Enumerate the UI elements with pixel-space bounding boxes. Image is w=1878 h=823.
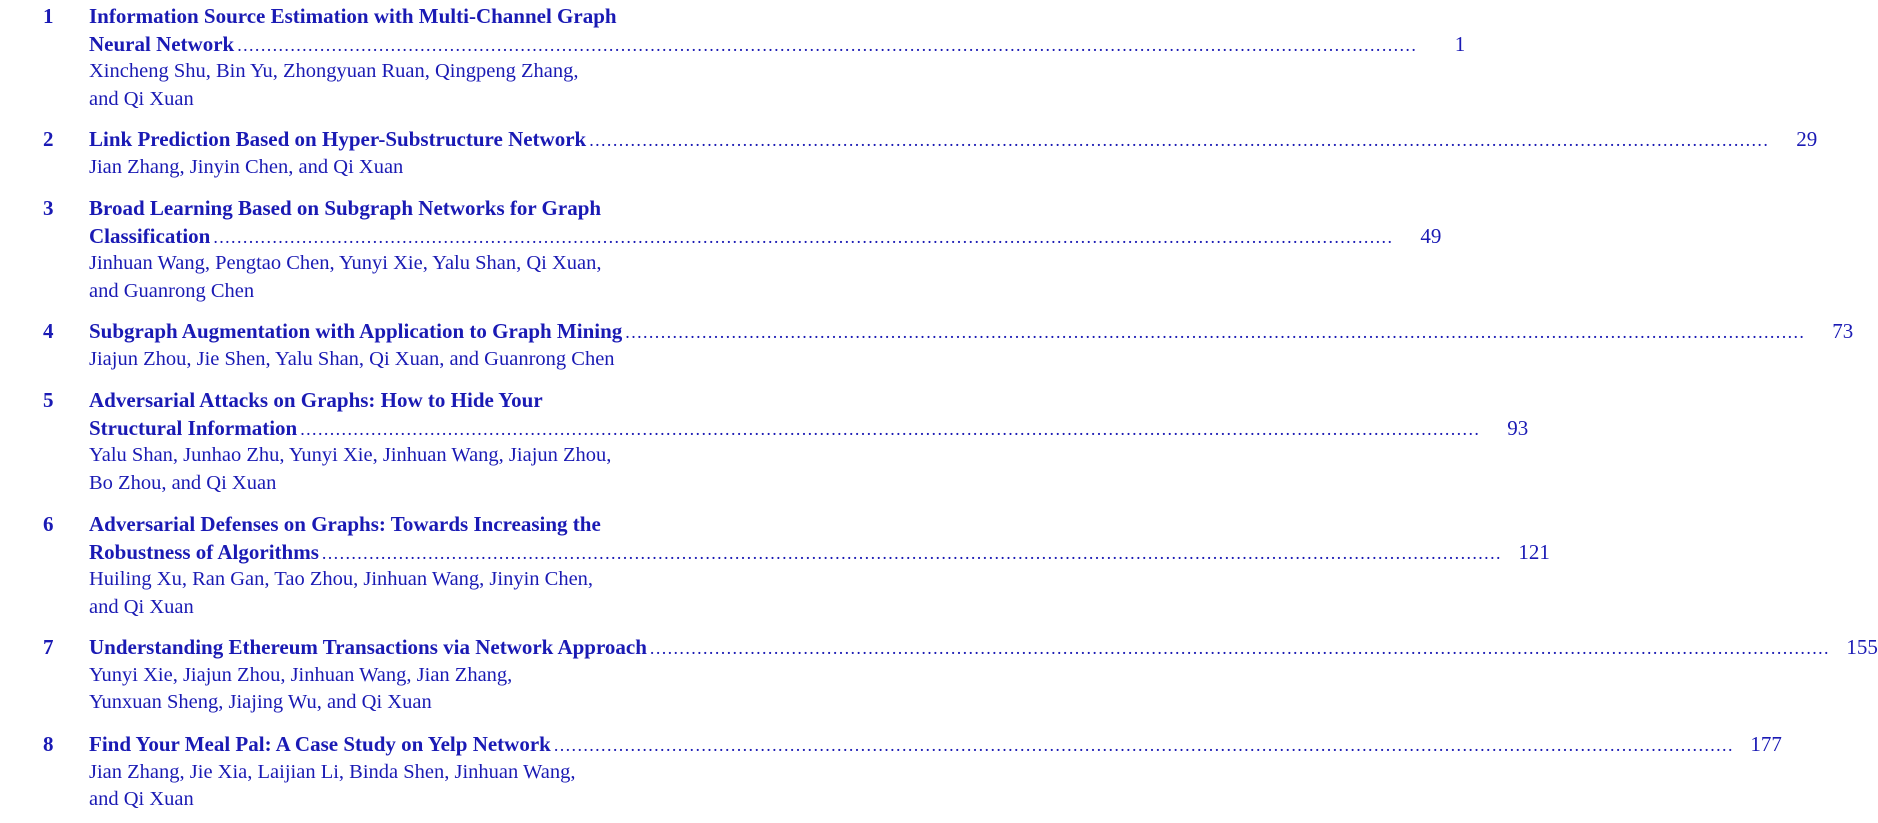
dot-leader: ........................................................................................................................................................................................................ (649, 638, 1830, 658)
author-line: Jinhuan Wang, Pengtao Chen, Yunyi Xie, Yalu Shan, Qi Xuan, (89, 252, 602, 274)
dot-leader: ........................................................................................................................................................................................................ (589, 130, 1770, 150)
chapter-title-line[interactable]: Link Prediction Based on Hyper-Substructure Network (89, 127, 587, 151)
chapter-title-line[interactable]: Adversarial Attacks on Graphs: How to Hide Your (89, 388, 543, 412)
chapter-number: 6 (43, 512, 54, 536)
chapter-number: 2 (43, 127, 54, 151)
page-number[interactable]: 155 (1846, 635, 1878, 659)
author-line: Yunxuan Sheng, Jiajing Wu, and Qi Xuan (89, 691, 432, 713)
dot-leader: ........................................................................................................................................................................................................ (553, 735, 1734, 755)
dot-leader: ........................................................................................................................................................................................................ (213, 226, 1394, 247)
chapter-number: 8 (43, 732, 54, 756)
author-line: Huiling Xu, Ran Gan, Tao Zhou, Jinhuan Wang, Jinyin Chen, (89, 568, 594, 590)
chapter-number: 4 (43, 319, 54, 343)
author-line: Jiajun Zhou, Jie Shen, Yalu Shan, Qi Xuan, and Guanrong Chen (89, 347, 615, 370)
page-number[interactable]: 1 (1454, 31, 1466, 56)
chapter-title-line[interactable]: Neural Network (89, 31, 235, 56)
dot-leader: ........................................................................................................................................................................................................ (625, 322, 1806, 342)
author-line: Yalu Shan, Junhao Zhu, Yunyi Xie, Jinhuan Wang, Jiajun Zhou, (89, 444, 612, 466)
chapter-title-line[interactable]: Adversarial Defenses on Graphs: Towards Increasing the (89, 512, 601, 536)
chapter-title-line[interactable]: Information Source Estimation with Multi-Channel Graph (89, 4, 617, 28)
chapter-number: 1 (43, 4, 54, 28)
chapter-title-line[interactable]: Classification (89, 223, 211, 248)
chapter-title-line[interactable]: Find Your Meal Pal: A Case Study on Yelp Network (89, 732, 551, 756)
author-line: Yunyi Xie, Jiajun Zhou, Jinhuan Wang, Jian Zhang, (89, 663, 513, 686)
chapter-number: 7 (43, 635, 54, 659)
page-number[interactable]: 73 (1832, 319, 1854, 343)
page-number[interactable]: 49 (1420, 223, 1442, 248)
chapter-number: 5 (43, 388, 54, 412)
chapter-title-line[interactable]: Understanding Ethereum Transactions via Network Approach (89, 635, 647, 659)
chapter-title-line[interactable]: Robustness of Algorithms (89, 539, 319, 564)
dot-leader: ........................................................................................................................................................................................................ (300, 418, 1481, 439)
page-number[interactable]: 177 (1750, 732, 1782, 756)
author-line: Xincheng Shu, Bin Yu, Zhongyuan Ruan, Qingpeng Zhang, (89, 60, 579, 82)
page-number[interactable]: 29 (1796, 127, 1818, 151)
chapter-number: 3 (43, 196, 54, 220)
chapter-title-line[interactable]: Broad Learning Based on Subgraph Networks for Graph (89, 196, 602, 220)
page-number[interactable]: 93 (1507, 415, 1529, 440)
dot-leader: ........................................................................................................................................................................................................ (237, 34, 1418, 55)
chapter-title-line[interactable]: Subgraph Augmentation with Application to Graph Mining (89, 319, 623, 343)
author-line: Jian Zhang, Jinyin Chen, and Qi Xuan (89, 155, 404, 178)
dot-leader: ........................................................................................................................................................................................................ (321, 542, 1502, 563)
chapter-title-line[interactable]: Structural Information (89, 415, 298, 440)
author-line: and Qi Xuan (89, 788, 194, 810)
author-line: and Qi Xuan (89, 87, 194, 110)
author-line: Jian Zhang, Jie Xia, Laijian Li, Binda Shen, Jinhuan Wang, (89, 760, 576, 783)
author-line: Bo Zhou, and Qi Xuan (89, 471, 277, 494)
page-number[interactable]: 121 (1518, 539, 1550, 564)
author-line: and Guanrong Chen (89, 279, 255, 302)
author-line: and Qi Xuan (89, 595, 194, 618)
